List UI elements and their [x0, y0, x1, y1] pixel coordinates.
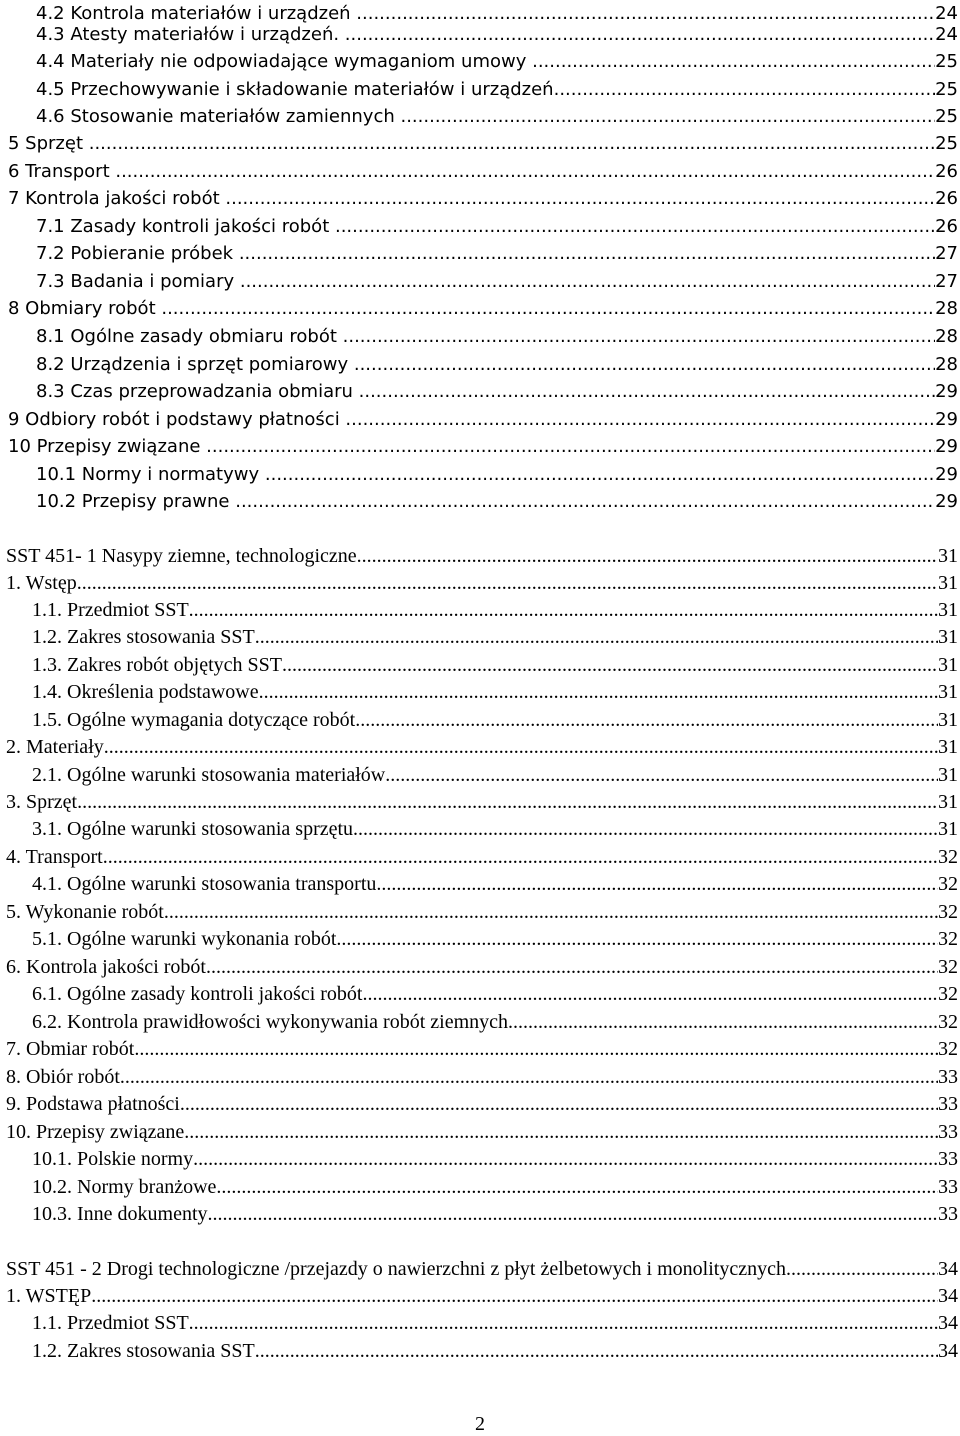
toc-entry-page: 27	[935, 271, 958, 292]
page-number: 2	[475, 1413, 485, 1435]
toc-entry-page: 34	[938, 1258, 958, 1280]
toc-entry-page: 34	[938, 1312, 958, 1334]
toc-entry[interactable]	[6, 1283, 958, 1310]
dot-leader	[508, 1009, 938, 1036]
dot-leader	[115, 158, 935, 185]
dot-leader	[400, 103, 935, 130]
dot-leader	[164, 899, 938, 926]
dot-leader	[77, 789, 938, 816]
toc-entry[interactable]	[32, 871, 958, 898]
toc-entry-title: 7.1 Zasady kontroli jakości robót	[36, 216, 335, 237]
toc-entry[interactable]	[32, 1310, 958, 1337]
toc-entry-title: 4.4 Materiały nie odpowiadające wymaganiom umowy	[36, 51, 533, 72]
dot-leader	[206, 954, 938, 981]
toc-entry-page: 33	[938, 1121, 958, 1143]
toc-entry-page: 29	[935, 409, 958, 430]
toc-entry-page: 31	[938, 764, 958, 786]
toc-entry-page: 32	[938, 846, 958, 868]
toc-entry-page: 31	[938, 626, 958, 648]
dot-leader	[235, 488, 935, 515]
toc-entry-title: 7. Obmiar robót	[6, 1038, 135, 1060]
toc-entry-page: 31	[938, 599, 958, 621]
dot-leader	[345, 406, 935, 433]
toc-entry[interactable]	[6, 1091, 958, 1118]
toc-entry[interactable]	[36, 21, 958, 48]
toc-entry-title: 8.2 Urządzenia i sprzęt pomiarowy	[36, 354, 354, 375]
toc-entry-page: 29	[935, 491, 958, 512]
dot-leader	[89, 130, 935, 157]
dot-leader	[91, 1283, 938, 1310]
toc-entry-title: 4.5 Przechowywanie i składowanie materiałów i urządzeń	[36, 79, 554, 100]
toc-entry[interactable]	[32, 597, 958, 624]
dot-leader	[532, 48, 935, 75]
toc-entry-title: 7 Kontrola jakości robót	[8, 188, 226, 209]
toc-entry-title: 1.5. Ogólne wymagania dotyczące robót	[32, 709, 356, 731]
toc-entry-title: SST 451- 1 Nasypy ziemne, technologiczne	[6, 545, 357, 567]
dot-leader	[103, 844, 938, 871]
dot-leader	[363, 981, 939, 1008]
toc-entry[interactable]	[32, 1009, 958, 1036]
toc-entry-title: 1.2. Zakres stosowania SST	[32, 1340, 255, 1362]
toc-entry-title: 10 Przepisy związane	[8, 436, 207, 457]
dot-leader	[206, 433, 935, 460]
dot-leader	[282, 652, 938, 679]
toc-entry[interactable]	[32, 679, 958, 706]
toc-entry-title: 10.1. Polskie normy	[32, 1148, 194, 1170]
toc-entry-page: 34	[938, 1285, 958, 1307]
toc-entry-title: 6.2. Kontrola prawidłowości wykonywania robót ziemnych	[32, 1011, 509, 1033]
toc-entry[interactable]	[6, 1119, 958, 1146]
dot-leader	[161, 295, 935, 322]
toc-entry[interactable]	[36, 488, 958, 515]
toc-entry[interactable]	[32, 1146, 958, 1173]
toc-entry-page: 25	[935, 133, 958, 154]
toc-entry-title: 10. Przepisy związane	[6, 1121, 185, 1143]
toc-entry-page: 31	[938, 545, 958, 567]
toc-entry[interactable]	[8, 130, 958, 157]
toc-entry-title: 4.6 Stosowanie materiałów zamiennych	[36, 106, 401, 127]
toc-entry-page: 25	[935, 79, 958, 100]
toc-entry-page: 33	[938, 1176, 958, 1198]
toc-entry-page: 26	[935, 188, 958, 209]
toc-entry-page: 25	[935, 106, 958, 127]
toc-entry-title: 8 Obmiary robót	[8, 298, 162, 319]
dot-leader	[189, 1310, 938, 1337]
toc-entry-title: 8.1 Ogólne zasady obmiaru robót	[36, 326, 343, 347]
toc-entry-title: 1. Wstęp	[6, 572, 77, 594]
toc-entry-page: 24	[935, 3, 958, 24]
toc-entry[interactable]	[32, 1174, 958, 1201]
dot-leader	[184, 1119, 938, 1146]
toc-entry[interactable]	[32, 816, 958, 843]
dot-leader	[265, 461, 935, 488]
toc-entry-page: 28	[935, 354, 958, 375]
dot-leader	[335, 213, 935, 240]
toc-entry[interactable]	[8, 185, 958, 212]
toc-entry-title: 3.1. Ogólne warunki stosowania sprzętu	[32, 818, 354, 840]
toc-entry-title: 4.3 Atesty materiałów i urządzeń.	[36, 24, 345, 45]
toc-entry-page: 31	[938, 709, 958, 731]
toc-entry-page: 31	[938, 736, 958, 758]
dot-leader	[239, 240, 935, 267]
toc-entry-title: 7.3 Badania i pomiary	[36, 271, 240, 292]
toc-entry-page: 32	[938, 1038, 958, 1060]
dot-leader	[77, 570, 938, 597]
toc-entry-page: 29	[935, 464, 958, 485]
toc-entry-title: 6. Kontrola jakości robót	[6, 956, 206, 978]
toc-entry[interactable]	[32, 981, 958, 1008]
toc-entry[interactable]	[32, 762, 958, 789]
toc-entry-title: 2. Materiały	[6, 736, 104, 758]
toc-entry-page: 26	[935, 216, 958, 237]
dot-leader	[385, 762, 938, 789]
toc-entry[interactable]	[32, 707, 958, 734]
dot-leader	[357, 543, 938, 570]
dot-leader	[259, 679, 938, 706]
toc-entry[interactable]	[36, 461, 958, 488]
dot-leader	[240, 268, 935, 295]
toc-entry-title: 4.1. Ogólne warunki stosowania transportu	[32, 873, 377, 895]
toc-entry-title: 1. WSTĘP	[6, 1285, 92, 1307]
toc-entry-page: 32	[938, 983, 958, 1005]
toc-entry[interactable]	[36, 48, 958, 75]
toc-entry-page: 25	[935, 51, 958, 72]
toc-entry-title: 9. Podstawa płatności	[6, 1093, 180, 1115]
toc-entry[interactable]	[32, 624, 958, 651]
dot-leader	[120, 1064, 938, 1091]
toc-entry-title: 2.1. Ogólne warunki stosowania materiałów	[32, 764, 386, 786]
toc-entry-title: 5.1. Ogólne warunki wykonania robót	[32, 928, 337, 950]
toc-entry-page: 32	[938, 1011, 958, 1033]
toc-entry-page: 28	[935, 298, 958, 319]
toc-entry[interactable]	[36, 351, 958, 378]
toc-entry[interactable]	[6, 570, 958, 597]
toc-entry-title: 1.2. Zakres stosowania SST	[32, 626, 255, 648]
dot-leader	[104, 734, 938, 761]
toc-entry-title: 4. Transport	[6, 846, 103, 868]
toc-entry[interactable]	[36, 378, 958, 405]
toc-entry-page: 34	[938, 1340, 958, 1362]
toc-entry-page: 32	[938, 956, 958, 978]
toc-entry[interactable]	[6, 1036, 958, 1063]
toc-entry[interactable]	[36, 76, 958, 103]
toc-entry[interactable]	[8, 295, 958, 322]
dot-leader	[208, 1201, 938, 1228]
toc-entry-title: 1.1. Przedmiot SST	[32, 1312, 189, 1334]
toc-entry-title: 5 Sprzęt	[8, 133, 89, 154]
toc-entry[interactable]	[6, 899, 958, 926]
toc-entry[interactable]	[36, 268, 958, 295]
toc-entry-page: 31	[938, 572, 958, 594]
toc-entry[interactable]	[32, 1201, 958, 1228]
toc-entry-page: 31	[938, 654, 958, 676]
toc-entry-page: 31	[938, 818, 958, 840]
toc-entry[interactable]	[36, 323, 958, 350]
toc-entry-page: 32	[938, 873, 958, 895]
dot-leader	[554, 76, 936, 103]
toc-entry[interactable]	[6, 844, 958, 871]
dot-leader	[216, 1174, 938, 1201]
toc-entry-page: 26	[935, 161, 958, 182]
toc-entry[interactable]	[32, 1338, 958, 1365]
toc-entry[interactable]	[6, 543, 958, 570]
toc-entry[interactable]	[6, 1256, 958, 1283]
toc-entry-page: 32	[938, 928, 958, 950]
dot-leader	[189, 597, 938, 624]
toc-entry[interactable]	[6, 954, 958, 981]
toc-entry[interactable]	[6, 789, 958, 816]
toc-entry-page: 24	[935, 24, 958, 45]
toc-entry[interactable]	[8, 433, 958, 460]
dot-leader	[376, 871, 938, 898]
dot-leader	[354, 351, 935, 378]
toc-entry-page: 31	[938, 681, 958, 703]
dot-leader	[255, 1338, 938, 1365]
toc-entry[interactable]	[8, 406, 958, 433]
dot-leader	[255, 624, 938, 651]
toc-entry-page: 33	[938, 1148, 958, 1170]
toc-entry-page: 28	[935, 326, 958, 347]
toc-entry-title: 6 Transport	[8, 161, 116, 182]
toc-entry[interactable]	[32, 652, 958, 679]
toc-entry-page: 33	[938, 1203, 958, 1225]
toc-entry-page: 29	[935, 381, 958, 402]
dot-leader	[786, 1256, 938, 1283]
toc-entry-page: 33	[938, 1066, 958, 1088]
toc-entry-title: 9 Odbiory robót i podstawy płatności	[8, 409, 346, 430]
toc-entry-title: 4.2 Kontrola materiałów i urządzeń	[36, 3, 357, 24]
dot-leader	[134, 1036, 938, 1063]
toc-entry-title: 8.3 Czas przeprowadzania obmiaru	[36, 381, 359, 402]
toc-entry[interactable]	[32, 926, 958, 953]
toc-entry-page: 31	[938, 791, 958, 813]
dot-leader	[359, 378, 935, 405]
dot-leader	[180, 1091, 938, 1118]
dot-leader	[343, 323, 935, 350]
dot-leader	[193, 1146, 938, 1173]
toc-entry-title: 10.3. Inne dokumenty	[32, 1203, 208, 1225]
dot-leader	[336, 926, 938, 953]
toc-entry-title: 10.2. Normy branżowe	[32, 1176, 217, 1198]
toc-entry-title: 1.1. Przedmiot SST	[32, 599, 189, 621]
toc-entry-title: 10.2 Przepisy prawne	[36, 491, 236, 512]
toc-entry[interactable]	[36, 240, 958, 267]
toc-entry-page: 32	[938, 901, 958, 923]
toc-entry-page: 27	[935, 243, 958, 264]
toc-entry-title: 8. Obiór robót	[6, 1066, 120, 1088]
toc-entry-title: 6.1. Ogólne zasady kontroli jakości robót	[32, 983, 363, 1005]
dot-leader	[345, 21, 935, 48]
toc-entry-title: 10.1 Normy i normatywy	[36, 464, 265, 485]
toc-entry-title: SST 451 - 2 Drogi technologiczne /przejazdy o nawierzchni z płyt żelbetowych i monolitycznych	[6, 1258, 786, 1280]
toc-entry-page: 29	[935, 436, 958, 457]
toc-entry-title: 1.4. Określenia podstawowe	[32, 681, 259, 703]
dot-leader	[225, 185, 935, 212]
toc-entry[interactable]	[8, 158, 958, 185]
toc-entry-title: 1.3. Zakres robót objętych SST	[32, 654, 282, 676]
toc-entry-title: 3. Sprzęt	[6, 791, 78, 813]
dot-leader	[355, 707, 938, 734]
toc-entry[interactable]	[6, 1064, 958, 1091]
dot-leader	[353, 816, 938, 843]
toc-entry-title: 7.2 Pobieranie próbek	[36, 243, 239, 264]
toc-entry-title: 5. Wykonanie robót	[6, 901, 164, 923]
toc-entry[interactable]	[36, 213, 958, 240]
toc-entry-page: 33	[938, 1093, 958, 1115]
toc-entry[interactable]	[36, 103, 958, 130]
toc-entry[interactable]	[6, 734, 958, 761]
